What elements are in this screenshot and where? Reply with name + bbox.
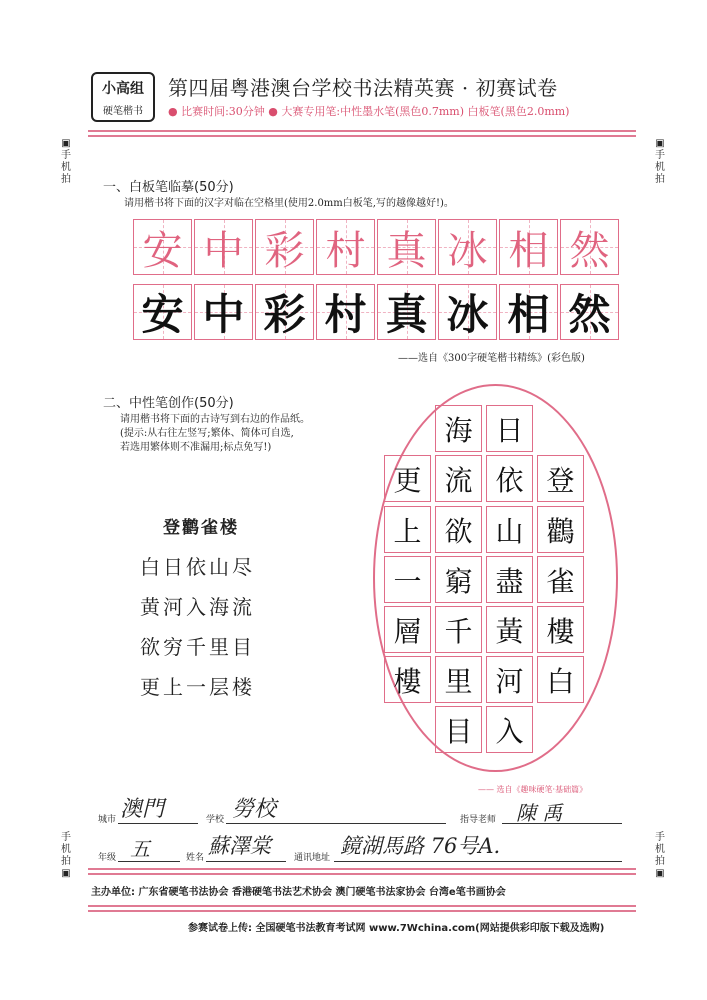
model-char-cell: 冰 [438,219,497,275]
footer-divider-1 [88,868,636,870]
footer-divider-2 [88,873,636,875]
camera-icon: ▣ [655,868,665,879]
section1-heading: 一、白板笔临摹(50分) [103,180,234,195]
model-char-cell: 中 [194,219,253,275]
artwork-cell: 目 [435,706,482,753]
section2-source: —— 选自《趣味硬笔·基础篇》 [478,785,588,794]
header-divider-1 [88,130,636,132]
side-label-left-top: ▣ 手机拍 [56,138,76,186]
written-char-cell: 相 [499,284,558,340]
written-char-cell: 安 [133,284,192,340]
model-char-cell: 真 [377,219,436,275]
page-title: 第四届粤港澳台学校书法精英赛 · 初赛试卷 [168,76,558,100]
page-subtitle: ● 比赛时间:30分钟 ● 大赛专用笔:中性墨水笔(黑色0.7mm) 白板笔(黑色2.0mm) [168,105,570,118]
written-characters-row [133,284,621,340]
artwork-cell: 登 [537,455,584,502]
poem-line: 欲穷千里目 [140,635,255,659]
artwork-cell: 雀 [537,556,584,603]
camera-icon: ▣ [61,138,71,149]
artwork-cell: 入 [486,706,533,753]
footer-divider-4 [88,910,636,912]
upload-info: 参赛试卷上传: 全国硬笔书法教育考试网 www.7Wchina.com(网站提供彩印版下载及选购) [188,923,605,934]
name-line [206,861,286,862]
section1-source: ——选自《300字硬笔楷书精练》(彩色版) [398,353,585,364]
written-char-cell: 然 [560,284,619,340]
artwork-cell: 樓 [384,656,431,703]
artwork-cell: 上 [384,506,431,553]
artwork-cell: 河 [486,656,533,703]
side-label-right-top: ▣ 手机拍 [650,138,670,186]
school-line [226,823,446,824]
model-char-cell: 相 [499,219,558,275]
written-char-cell: 村 [316,284,375,340]
section2-instruction: 请用楷书将下面的古诗写到右边的作品纸。 (提示:从右往左竖写;繁体、简体可自选, 若选用繁体则不准漏用;标点免写!) [120,414,310,453]
artwork-cell: 流 [435,455,482,502]
name-label: 姓名 [186,853,205,863]
school-value: 勞校 [232,797,277,822]
model-char-cell: 村 [316,219,375,275]
artwork-cell: 依 [486,455,533,502]
school-label: 学校 [206,815,225,825]
artwork-cell: 盡 [486,556,533,603]
artwork-cell: 白 [537,656,584,703]
artwork-cell: 層 [384,606,431,653]
artwork-cell: 欲 [435,506,482,553]
artwork-cell: 里 [435,656,482,703]
artwork-cell: 鸛 [537,506,584,553]
model-char-cell: 然 [560,219,619,275]
poem-title: 登鹳雀楼 [163,518,239,538]
artwork-cell: 黃 [486,606,533,653]
artwork-cell: 日 [486,405,533,452]
side-label-right-bottom: 手机拍 ▣ [650,832,670,880]
address-line [334,861,622,862]
written-char-cell: 真 [377,284,436,340]
poem-line: 黄河入海流 [140,595,255,619]
poem-line: 白日依山尽 [140,555,255,579]
artwork-cell: 山 [486,506,533,553]
grade-value: 五 [130,837,150,861]
model-characters-row [133,219,621,275]
poem-line: 更上一层楼 [140,675,255,699]
artwork-cell: 更 [384,455,431,502]
address-value: 鏡湖馬路 76号A. [340,834,501,858]
model-char-cell: 彩 [255,219,314,275]
city-label: 城市 [98,815,117,825]
organizers: 主办单位: 广东省硬笔书法协会 香港硬笔书法艺术协会 澳门硬笔书法家协会 台湾e笔书画协会 [91,887,506,898]
camera-icon: ▣ [61,868,71,879]
header-divider-2 [88,135,636,137]
name-value: 蘇澤棠 [208,834,271,858]
footer-divider-3 [88,905,636,907]
artwork-cell: 千 [435,606,482,653]
section2-heading: 二、中性笔创作(50分) [103,396,234,411]
address-label: 通讯地址 [294,853,331,863]
written-char-cell: 冰 [438,284,497,340]
group-badge [91,72,155,122]
grade-label: 年级 [98,853,117,863]
section1-instruction: 请用楷书将下面的汉字对临在空格里(使用2.0mm白板笔,写的越像越好!)。 [124,198,454,209]
city-value: 澳門 [120,797,165,822]
artwork-cell: 樓 [537,606,584,653]
artwork-cell: 一 [384,556,431,603]
badge-style: 硬笔楷书 [103,105,143,117]
badge-group: 小高组 [102,80,144,97]
teacher-label: 指导老师 [460,815,497,825]
city-line [118,823,198,824]
artwork-cell: 海 [435,405,482,452]
side-label-left-bottom: 手机拍 ▣ [56,832,76,880]
teacher-value: 陳 禹 [516,801,563,825]
written-char-cell: 彩 [255,284,314,340]
written-char-cell: 中 [194,284,253,340]
model-char-cell: 安 [133,219,192,275]
artwork-cell: 窮 [435,556,482,603]
camera-icon: ▣ [655,138,665,149]
